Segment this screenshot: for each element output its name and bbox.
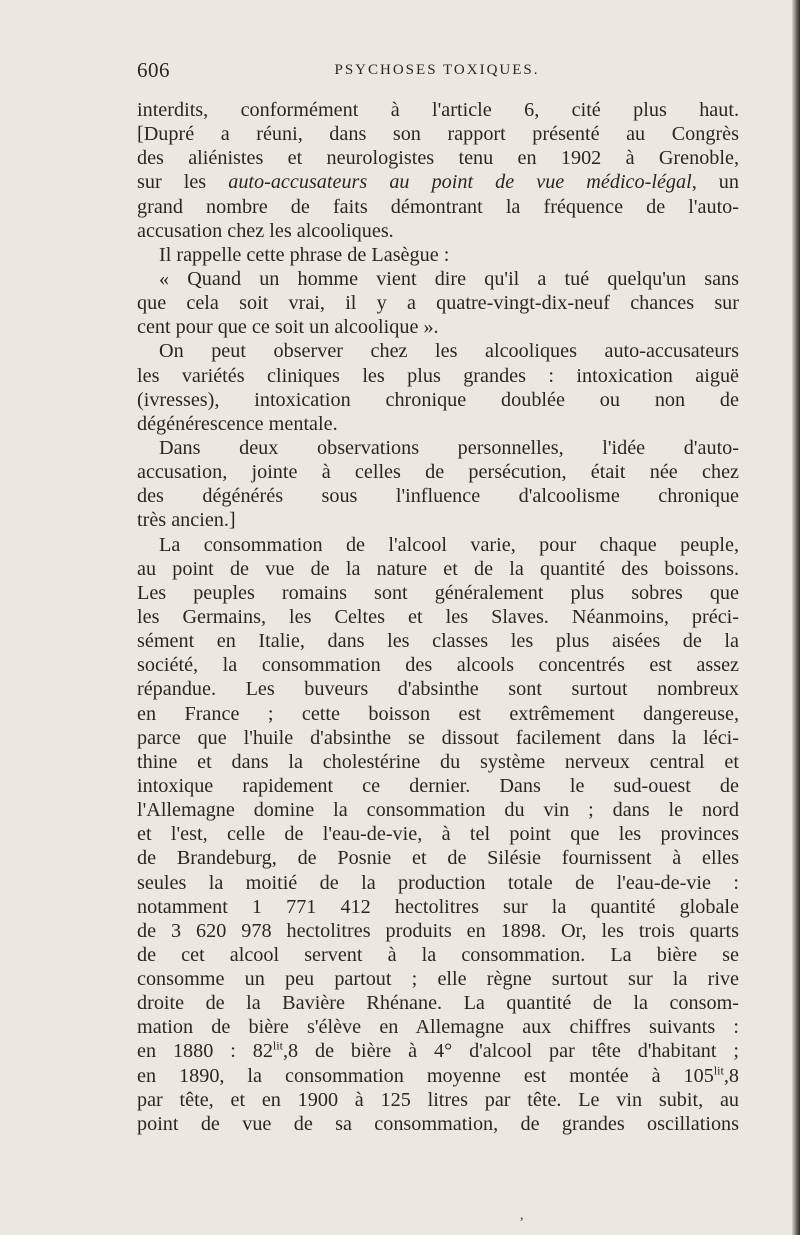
text-line: Les peuples romains sont généralement plus sobres que [137,581,739,604]
text-line: des aliénistes et neurologistes tenu en 1902 à Grenoble, [137,147,739,170]
text-line: de Brandeburg, de Posnie et de Silésie fournissent à elles [137,847,739,870]
text-line: La consommation de l'alcool varie, pour chaque peuple, [159,533,739,556]
text-line-segment: ,8 [723,1064,739,1087]
margin-mark: , [520,1208,524,1223]
text-line: des dégénérés sous l'influence d'alcoolisme chronique [137,485,739,508]
text-line: les variétés cliniques les plus grandes : intoxication aiguë [137,364,739,387]
page-header [137,58,737,86]
text-line: mation de bière s'élève en Allemagne aux chiffres suivants : [137,1016,739,1039]
text-line: intoxique rapidement ce dernier. Dans le sud-ouest de [137,774,739,797]
text-line [137,170,739,194]
text-line: société, la consommation des alcools concentrés est assez [137,654,739,677]
text-line: répandue. Les buveurs d'absinthe sont surtout nombreux [137,678,739,701]
text-line: Dans deux observations personnelles, l'idée d'auto- [159,436,739,459]
text-line-segment: en 1890, la consommation moyenne est montée à 105 [137,1064,714,1087]
text-line: droite de la Bavière Rhénane. La quantité de la consom- [137,992,739,1015]
text-line: et l'est, celle de l'eau-de-vie, à tel point que les provinces [137,823,739,846]
text-line [137,1064,739,1088]
text-line: thine et dans la cholestérine du système nerveux central et [137,750,739,773]
text-line: l'Allemagne domine la consommation du vin ; dans le nord [137,799,739,822]
text-line: consomme un peu partout ; elle règne surtout sur la rive [137,968,739,991]
text-line: au point de vue de la nature et de la quantité des boissons. [137,557,739,580]
text-line: par tête, et en 1900 à 125 litres par tête. Le vin subit, au [137,1088,739,1111]
body-text [137,98,739,1136]
text-line: notamment 1 771 412 hectolitres sur la quantité globale [137,895,739,918]
text-line: les Germains, les Celtes et les Slaves. Néanmoins, préci- [137,605,739,628]
text-line: interdits, conformément à l'article 6, cité plus haut. [137,99,739,121]
text-line: parce que l'huile d'absinthe se dissout facilement dans la léci- [137,726,739,749]
text-line: [Dupré a réuni, dans son rapport présenté au Congrès [137,123,739,146]
text-line: accusation chez les alcooliques. [137,219,394,242]
text-line: accusation, jointe à celles de persécution, était née chez [137,461,739,484]
text-line-segment: en 1880 : 82 [137,1040,273,1063]
text-line: de 3 620 978 hectolitres produits en 1898. Or, les trois quarts [137,919,739,942]
text-line: (ivresses), intoxication chronique doublée ou non de [137,388,739,411]
text-line: point de vue de sa consommation, de grandes oscillations [137,1112,739,1135]
text-line: « Quand un homme vient dire qu'il a tué quelqu'un sans [159,267,739,290]
text-line-segment: sur les [137,171,229,194]
unit-superscript: lit [713,1063,724,1077]
text-line: sément en Italie, dans les classes les plus aisées de la [137,630,739,653]
page-edge-shadow [792,0,800,1235]
text-line [137,1039,739,1063]
text-line: On peut observer chez les alcooliques auto-accusateurs [159,340,739,363]
text-line: que cela soit vrai, il y a quatre-vingt-dix-neuf chances sur [137,292,739,315]
text-line: très ancien.] [137,509,236,532]
text-line: en France ; cette boisson est extrêmement dangereuse, [137,702,739,725]
text-line: dégénérescence mentale. [137,412,338,435]
running-title: PSYCHOSES TOXIQUES. [334,62,540,78]
text-line: Il rappelle cette phrase de Lasègue : [159,243,450,266]
text-line: cent pour que ce soit un alcoolique ». [137,316,439,339]
text-line: de cet alcool servent à la consommation. La bière se [137,943,739,966]
text-line-segment: , un [691,171,739,194]
page-number: 606 [137,58,170,82]
italic-title: auto-accusateurs au point de vue médico-légal [228,171,692,194]
text-line: seules la moitié de la production totale de l'eau-de-vie : [137,871,739,894]
text-line: grand nombre de faits démontrant la fréquence de l'auto- [137,195,739,218]
text-line-segment: ,8 de bière à 4° d'alcool par tête d'habitant ; [282,1040,739,1063]
unit-superscript: lit [272,1039,283,1053]
